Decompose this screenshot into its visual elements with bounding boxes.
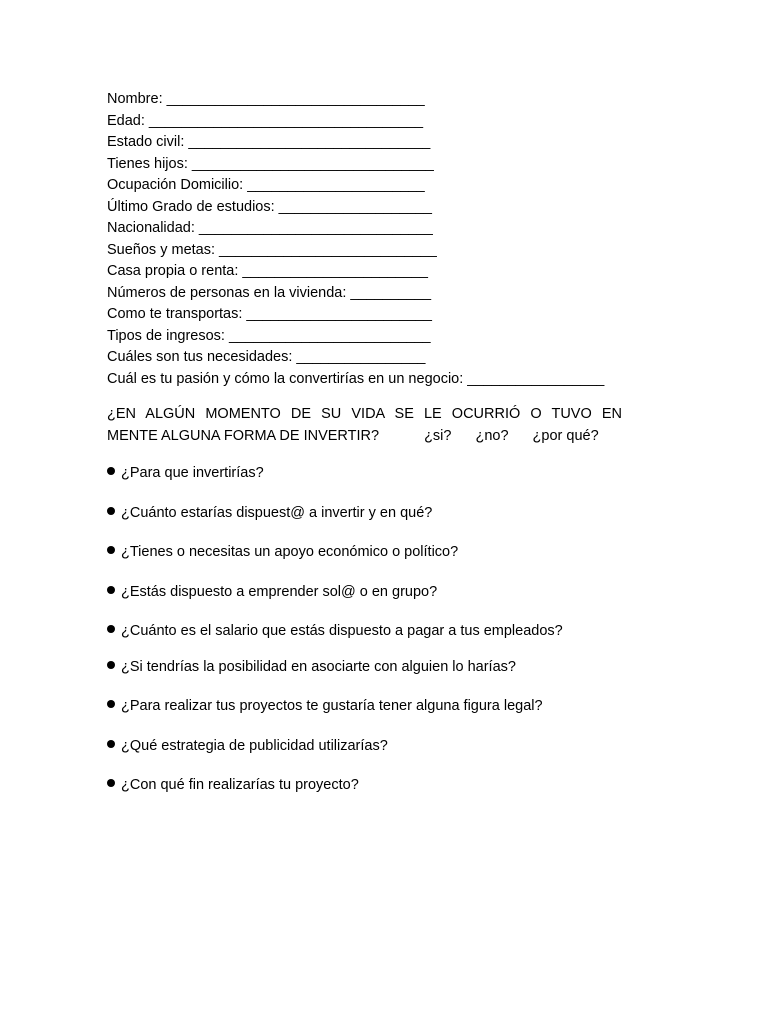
field-suenos-metas: Sueños y metas: ___________________________ [107, 241, 437, 258]
list-item [107, 462, 563, 485]
bullet-icon [107, 661, 115, 669]
field-grado-estudios: Último Grado de estudios: ___________________ [107, 198, 432, 215]
bullet-icon [107, 586, 115, 594]
list-item [107, 502, 563, 525]
field-tienes-hijos: Tienes hijos: ______________________________ [107, 155, 434, 172]
question-line-1: ¿EN ALGÚN MOMENTO DE SU VIDA SE LE OCURRIÓ O TUVO EN [107, 406, 622, 422]
option-por-que: ¿por qué? [532, 427, 599, 444]
list-item [107, 774, 563, 797]
question-line-2: MENTE ALGUNA FORMA DE INVERTIR? [107, 427, 380, 444]
list-item [107, 735, 563, 758]
list-item [107, 695, 627, 718]
question-line-2-row [107, 426, 622, 448]
field-transporte: Como te transportas: _______________________ [107, 306, 432, 322]
field-necesidades: Cuáles son tus necesidades: ________________ [107, 349, 426, 365]
investment-question [107, 404, 622, 447]
option-no: ¿no? [475, 427, 509, 444]
list-item [107, 581, 563, 604]
list-item-text: ¿Cuánto es el salario que estás dispuesto a pagar a tus empleados? [121, 623, 563, 639]
list-item [107, 620, 563, 643]
list-item-text: ¿Para que invertirías? [121, 465, 264, 481]
field-estado-civil: Estado civil: ______________________________ [107, 134, 431, 150]
bullet-icon [107, 700, 115, 708]
list-item-text: ¿Estás dispuesto a emprender sol@ o en grupo? [121, 583, 438, 600]
list-item-text: ¿Con qué fin realizarías tu proyecto? [121, 777, 359, 793]
field-edad: Edad: __________________________________ [107, 112, 424, 129]
field-tipos-ingresos: Tipos de ingresos: _________________________ [107, 327, 431, 344]
field-pasion-negocio: Cuál es tu pasión y cómo la convertirías en un negocio: _________________ [107, 370, 605, 387]
list-item-text: ¿Cuánto estarías dispuest@ a invertir y en qué? [121, 504, 433, 521]
bullet-icon [107, 507, 115, 515]
option-si: ¿si? [424, 427, 452, 444]
list-item [107, 541, 563, 564]
list-item [107, 656, 563, 679]
list-item-text: ¿Si tendrías la posibilidad en asociarte con alguien lo harías? [121, 658, 516, 675]
list-item-text: ¿Tienes o necesitas un apoyo económico o político? [121, 544, 459, 560]
bullet-icon [107, 546, 115, 554]
field-numero-personas: Números de personas en la vivienda: __________ [107, 284, 432, 301]
question-list [107, 462, 627, 797]
list-item-text: ¿Para realizar tus proyectos te gustaría tener alguna figura legal? [121, 698, 543, 714]
bullet-icon [107, 467, 115, 475]
document-page [107, 89, 627, 814]
bullet-icon [107, 740, 115, 748]
bullet-icon [107, 625, 115, 633]
field-nombre: Nombre: ________________________________ [107, 91, 425, 107]
list-item-text: ¿Qué estrategia de publicidad utilizarías? [121, 737, 388, 754]
field-ocupacion-domicilio: Ocupación Domicilio: ______________________ [107, 177, 425, 193]
form-fields [107, 89, 627, 390]
field-casa-propia: Casa propia o renta: _______________________ [107, 263, 428, 279]
field-nacionalidad: Nacionalidad: _____________________________ [107, 220, 433, 236]
bullet-icon [107, 779, 115, 787]
